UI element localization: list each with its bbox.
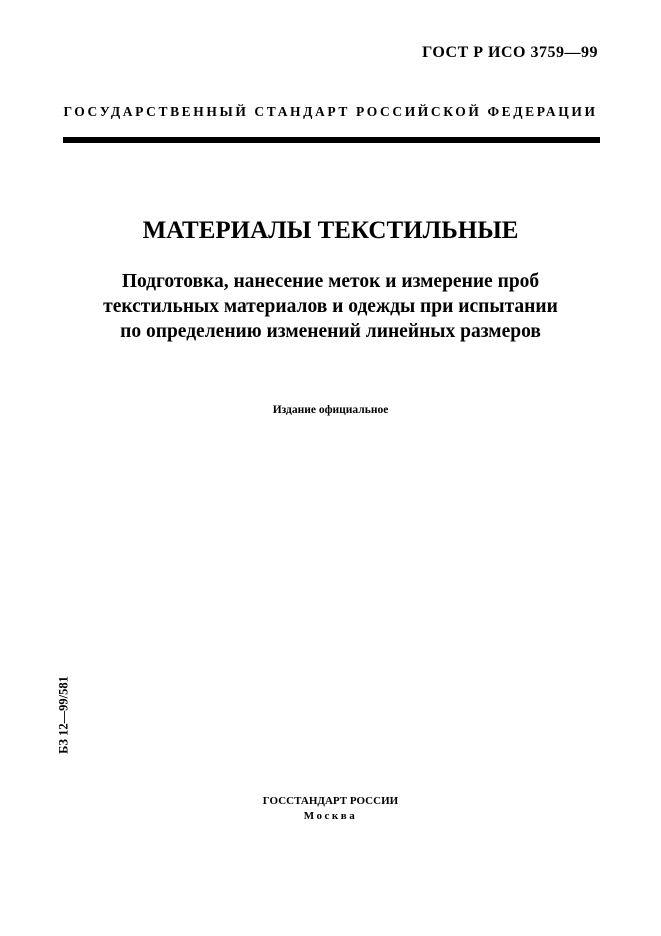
- subtitle-line: Подготовка, нанесение меток и измерение проб: [121, 271, 540, 292]
- document-subtitle: [0, 269, 661, 344]
- publisher-city: Москва: [303, 810, 358, 822]
- document-title: МАТЕРИАЛЫ ТЕКСТИЛЬНЫЕ: [142, 217, 519, 244]
- side-catalog-code: БЗ 12—99/581: [56, 676, 71, 754]
- publisher-name: ГОССТАНДАРТ РОССИИ: [262, 795, 399, 807]
- header-rule: [63, 137, 600, 143]
- organization-title: ГОСУДАРСТВЕННЫЙ СТАНДАРТ РОССИЙСКОЙ ФЕДЕРАЦИИ: [63, 104, 598, 119]
- standard-number: ГОСТ Р ИСО 3759—99: [422, 44, 598, 61]
- subtitle-line: по определению изменений линейных размеров: [120, 321, 541, 342]
- edition-label: Издание официальное: [272, 404, 389, 416]
- subtitle-line: текстильных материалов и одежды при испытании: [103, 296, 558, 317]
